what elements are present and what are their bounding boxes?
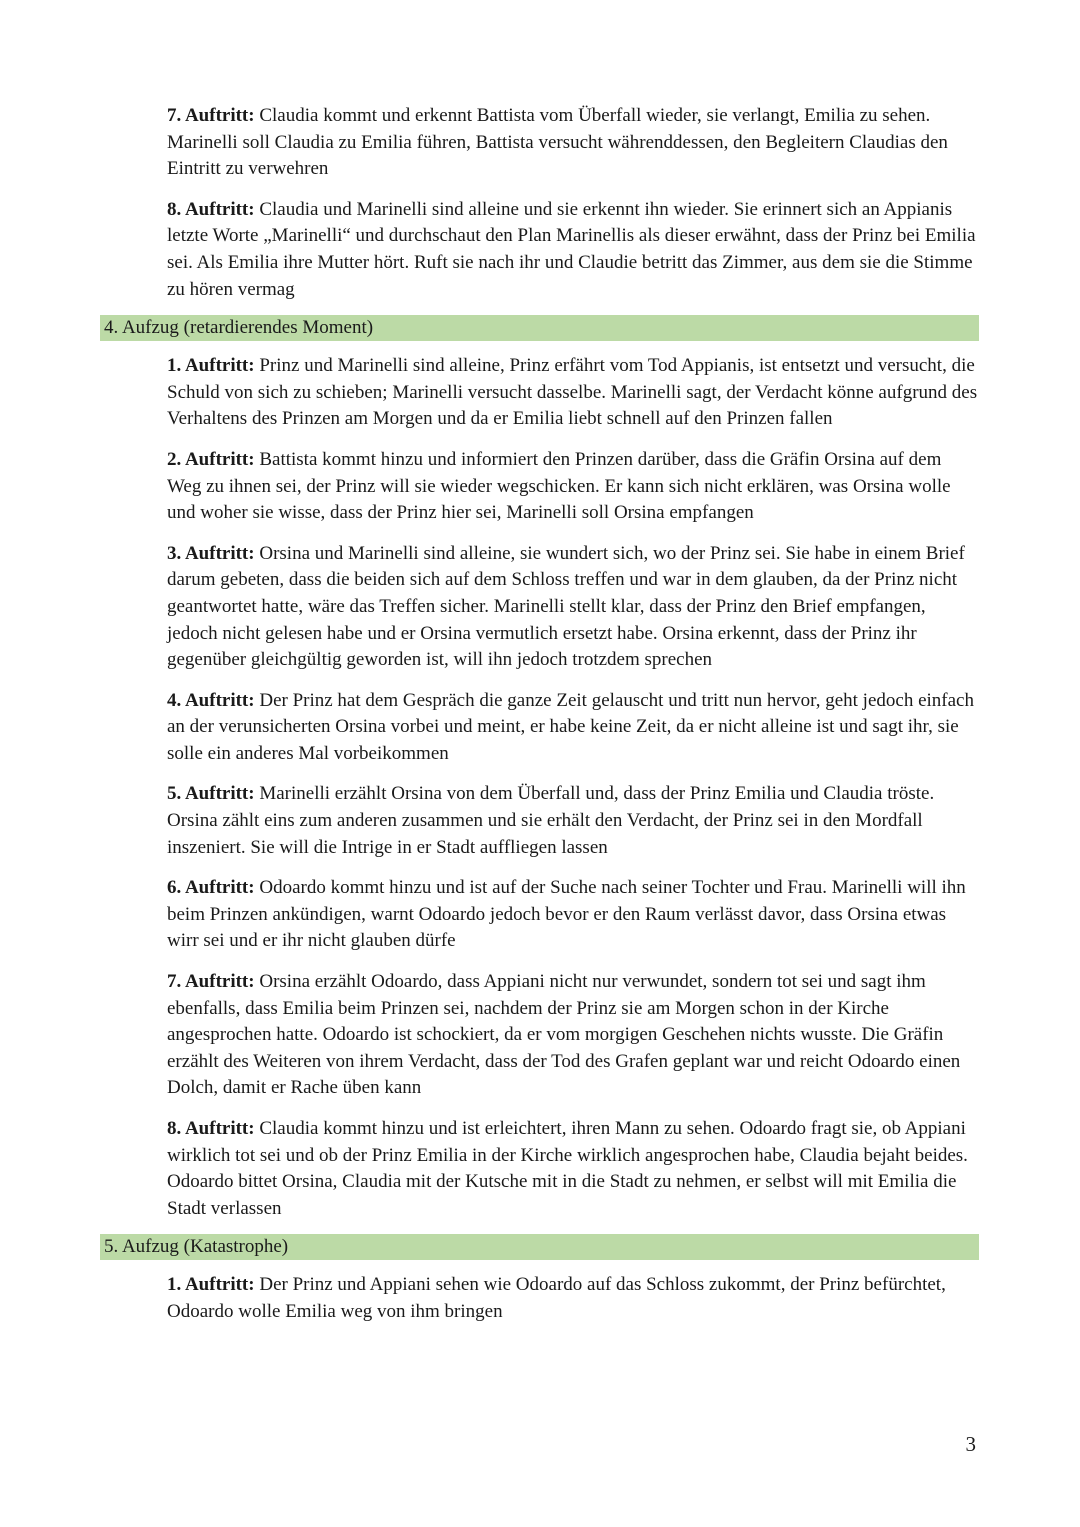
- scene-entry: [167, 447, 979, 527]
- scene-text: Claudia kommt und erkennt Battista vom Überfall wieder, sie verlangt, Emilia zu sehen. Marinelli soll Claudia zu Emilia führen, Battista versucht währenddessen, den Begleitern Claudias den Eintritt zu verwehren: [167, 105, 948, 180]
- scene-text: Battista kommt hinzu und informiert den Prinzen darüber, dass die Gräfin Orsina auf dem Weg zu ihnen sei, der Prinz will sie wieder wegschicken. Er kann sich nicht erklären, was Orsina wolle und woher sie wisse, dass der Prinz hier sei, Marinelli soll Orsina empfangen: [167, 448, 951, 524]
- scene-text: Odoardo kommt hinzu und ist auf der Suche nach seiner Tochter und Frau. Marinelli will ihn beim Prinzen ankündigen, warnt Odoardo jedoch bevor er den Raum verlässt davor, dass Orsina etwas wirr sei und er ihr nicht glauben dürfe: [167, 877, 966, 952]
- scene-entry: [167, 197, 979, 303]
- scene-entry: [167, 1272, 979, 1325]
- scene-entry: [167, 103, 979, 183]
- scene-entry: [167, 541, 979, 674]
- scene-label: 1. Auftritt:: [167, 1274, 255, 1296]
- scene-text: Prinz und Marinelli sind alleine, Prinz erfährt vom Tod Appianis, ist entsetzt und versucht, die Schuld von sich zu schieben; Marinelli versucht dasselbe. Marinelli sagt, der Verdacht könne aufgrund des Verhaltens des Prinzen am Morgen und da er Emilia liebt schnell auf den Prinzen fallen: [167, 355, 978, 430]
- scene-text: Orsina erzählt Odoardo, dass Appiani nicht nur verwundet, sondern tot sei und sagt ihm ebenfalls, dass Emilia beim Prinzen sei, nachdem der Prinz sie am Morgen schon in der Kirche angesprochen hatte. Odoardo ist schockiert, da er vom morgigen Geschehen nichts wusste. Die Gräfin erzählt des Weiteren von ihrem Verdacht, dass der Tod des Grafen geplant war und reicht Odoardo einen Dolch, damit er Rache üben kann: [167, 971, 961, 1099]
- act-heading: 4. Aufzug (retardierendes Moment): [100, 315, 979, 341]
- scene-entry: [167, 688, 979, 768]
- scene-entry: [167, 781, 979, 861]
- scene-text: Der Prinz und Appiani sehen wie Odoardo auf das Schloss zukommt, der Prinz befürchtet, Odoardo wolle Emilia weg von ihm bringen: [167, 1274, 946, 1322]
- scene-entry: [167, 1116, 979, 1222]
- scene-label: 1. Auftritt:: [167, 355, 255, 377]
- scene-label: 5. Auftritt:: [167, 783, 255, 805]
- scene-label: 4. Auftritt:: [167, 689, 255, 711]
- page-content: [0, 103, 1080, 1340]
- scene-label: 3. Auftritt:: [167, 542, 255, 564]
- scene-label: 6. Auftritt:: [167, 877, 255, 899]
- scene-label: 7. Auftritt:: [167, 971, 255, 993]
- scene-label: 8. Auftritt:: [167, 198, 255, 220]
- scene-text: Der Prinz hat dem Gespräch die ganze Zeit gelauscht und tritt nun hervor, geht jedoch einfach an der verunsicherten Orsina vorbei und meint, er habe keine Zeit, da er nicht alleine ist und sagt ihr, sie solle ein anderes Mal vorbeikommen: [167, 689, 974, 764]
- scene-entry: [167, 969, 979, 1102]
- scene-text: Marinelli erzählt Orsina von dem Überfall und, dass der Prinz Emilia und Claudia tröste. Orsina zählt eins zum anderen zusammen und sie erhält den Verdacht, der Prinz sei in den Mordfall inszeniert. Sie will die Intrige in er Stadt auffliegen lassen: [167, 783, 935, 858]
- act-heading: 5. Aufzug (Katastrophe): [100, 1234, 979, 1260]
- scene-label: 7. Auftritt:: [167, 105, 255, 126]
- scene-entry: [167, 353, 979, 433]
- scene-label: 2. Auftritt:: [167, 448, 255, 470]
- page-number: 3: [965, 1432, 976, 1456]
- scene-text: Claudia kommt hinzu und ist erleichtert, ihren Mann zu sehen. Odoardo fragt sie, ob Appiani wirklich tot sei und ob der Prinz Emilia in der Kirche wirklich angesprochen habe, Claudia bejaht beides. Odoardo bittet Orsina, Claudia mit der Kutsche mit in die Stadt zu nehmen, er selbst will mit Emilia die Stadt verlassen: [167, 1118, 968, 1219]
- scene-label: 8. Auftritt:: [167, 1118, 255, 1139]
- scene-entry: [167, 875, 979, 955]
- scene-text: Orsina und Marinelli sind alleine, sie wundert sich, wo der Prinz sei. Sie habe in einem Brief darum gebeten, dass die beiden sich auf dem Schloss treffen und war in dem glauben, da der Prinz nicht geantwortet hatte, wäre das Treffen sicher. Marinelli stellt klar, dass der Prinz den Brief empfangen, jedoch nicht gelesen habe und er Orsina vermutlich ersetzt habe. Orsina erkennt, dass der Prinz ihr gegenüber gleichgültig geworden ist, will ihn jedoch trotzdem sprechen: [167, 542, 965, 671]
- scene-text: Claudia und Marinelli sind alleine und sie erkennt ihn wieder. Sie erinnert sich an Appianis letzte Worte „Marinelli“ und durchschaut den Plan Marinellis als dieser erwähnt, dass der Prinz bei Emilia sei. Als Emilia ihre Mutter hört. Ruft sie nach ihr und Claudie betritt das Zimmer, aus dem sie die Stimme zu hören vermag: [167, 198, 976, 300]
